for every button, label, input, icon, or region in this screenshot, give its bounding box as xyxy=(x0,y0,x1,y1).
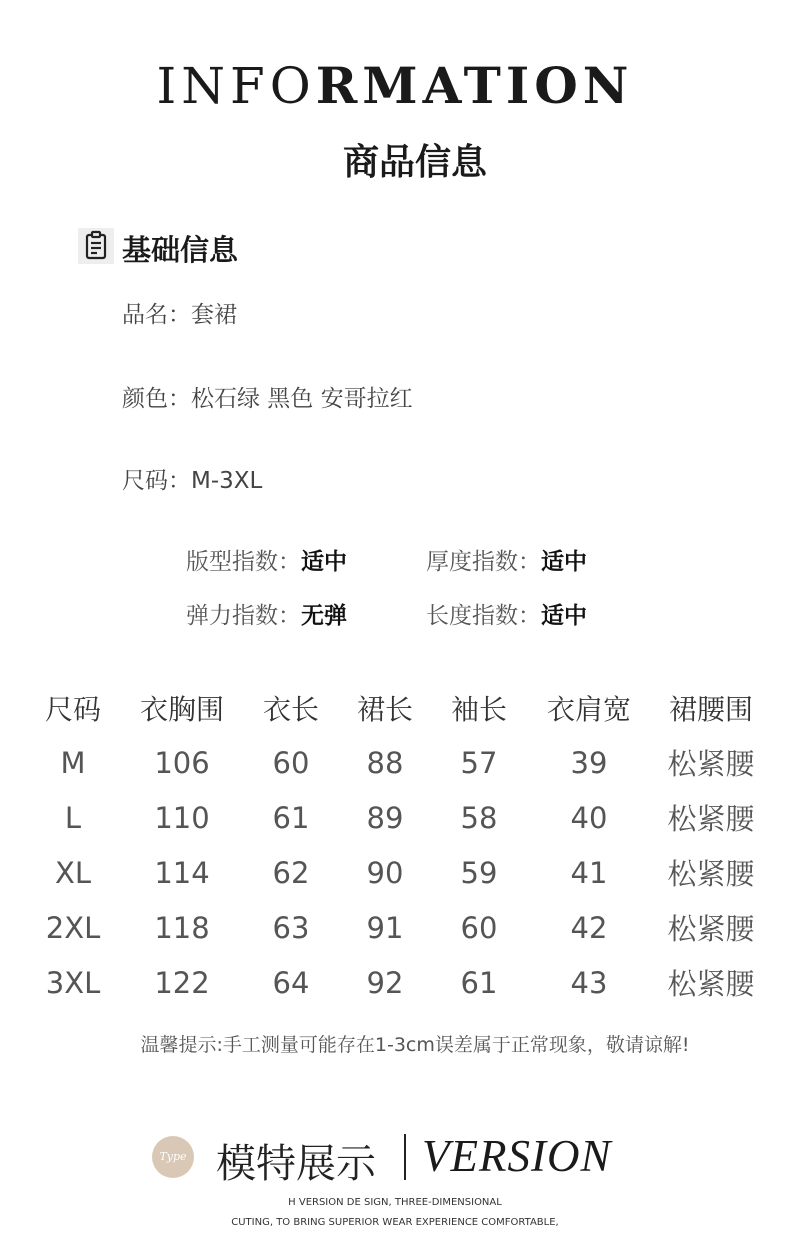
table-cell: 60 xyxy=(272,745,310,780)
table-cell: 松紧腰 xyxy=(667,747,755,781)
table-cell: 松紧腰 xyxy=(667,912,755,946)
table-cell: 88 xyxy=(366,745,404,780)
type-badge: Type xyxy=(152,1136,194,1178)
table-cell: 61 xyxy=(272,800,310,835)
table-cell: 59 xyxy=(460,855,498,890)
elasticity-index-value: 无弹 xyxy=(301,603,347,629)
table-cell: 40 xyxy=(570,800,608,835)
table-cell: L xyxy=(64,800,82,835)
table-cell: 43 xyxy=(570,965,608,1000)
table-row xyxy=(26,955,770,1010)
tagline-line-1: H VERSION DE SIGN, THREE-DIMENSIONAL xyxy=(288,1197,502,1208)
table-cell: 63 xyxy=(272,910,310,945)
table-row xyxy=(26,790,770,845)
table-cell: 62 xyxy=(272,855,310,890)
table-cell: 60 xyxy=(460,910,498,945)
fit-index-label: 版型指数： xyxy=(186,549,301,575)
column-header: 尺码 xyxy=(44,692,101,726)
product-colors: 颜色：松石绿 黑色 安哥拉红 xyxy=(122,386,413,412)
column-header: 裙腰围 xyxy=(668,692,753,726)
table-cell: 92 xyxy=(366,965,404,1000)
title-en-part-1: INFO xyxy=(156,57,316,115)
thickness-index-label: 厚度指数： xyxy=(426,549,541,575)
table-cell: 106 xyxy=(154,745,210,780)
table-cell: 118 xyxy=(154,910,210,945)
table-cell: 122 xyxy=(154,965,210,1000)
fit-index xyxy=(186,543,347,576)
table-cell: 61 xyxy=(460,965,498,1000)
table-cell: 39 xyxy=(570,745,608,780)
title-en-part-2: RMATION xyxy=(315,56,634,115)
length-index xyxy=(426,597,587,630)
length-index-label: 长度指数： xyxy=(426,603,541,629)
table-cell: 松紧腰 xyxy=(667,857,755,891)
table-cell: 42 xyxy=(570,910,608,945)
tagline-line-2: CUTING, TO BRING SUPERIOR WEAR EXPERIENCE COMFORTABLE, xyxy=(231,1217,559,1228)
fit-index-value: 适中 xyxy=(301,549,347,575)
clipboard-icon xyxy=(78,228,114,264)
table-row xyxy=(26,900,770,955)
table-cell: 91 xyxy=(366,910,404,945)
thickness-index xyxy=(426,543,587,576)
table-cell: 58 xyxy=(460,800,498,835)
title-divider xyxy=(404,1134,406,1180)
column-header: 衣肩宽 xyxy=(546,692,631,726)
length-index-value: 适中 xyxy=(541,603,587,629)
table-row xyxy=(26,845,770,900)
table-cell: 松紧腰 xyxy=(667,967,755,1001)
page-title-chinese: 商品信息 xyxy=(342,142,487,183)
column-header: 裙长 xyxy=(356,692,413,726)
version-title-chinese: 模特展示 xyxy=(216,1141,376,1187)
elasticity-index xyxy=(186,597,347,630)
version-title-english: VERSION xyxy=(422,1131,612,1181)
column-header: 衣长 xyxy=(262,692,319,726)
table-cell: 64 xyxy=(272,965,310,1000)
product-sizes: 尺码：M-3XL xyxy=(122,468,263,494)
table-row xyxy=(26,735,770,790)
page-title-english xyxy=(0,56,790,115)
product-name: 品名：套裙 xyxy=(122,302,237,328)
elasticity-index-label: 弹力指数： xyxy=(186,603,301,629)
size-table xyxy=(26,680,770,1010)
table-cell: XL xyxy=(54,855,92,890)
measurement-note: 温馨提示:手工测量可能存在1-3cm误差属于正常现象，敬请谅解! xyxy=(140,1034,690,1056)
table-cell: 41 xyxy=(570,855,608,890)
size-table-header xyxy=(26,680,770,735)
table-cell: 2XL xyxy=(45,910,101,945)
table-cell: 114 xyxy=(154,855,210,890)
column-header: 衣胸围 xyxy=(139,692,224,726)
table-cell: M xyxy=(60,745,86,780)
thickness-index-value: 适中 xyxy=(541,549,587,575)
section-title: 基础信息 xyxy=(122,233,239,267)
table-cell: 松紧腰 xyxy=(667,802,755,836)
table-cell: 89 xyxy=(366,800,404,835)
table-cell: 3XL xyxy=(45,965,101,1000)
table-cell: 110 xyxy=(154,800,210,835)
table-cell: 90 xyxy=(366,855,404,890)
table-cell: 57 xyxy=(460,745,498,780)
column-header: 袖长 xyxy=(450,692,507,726)
